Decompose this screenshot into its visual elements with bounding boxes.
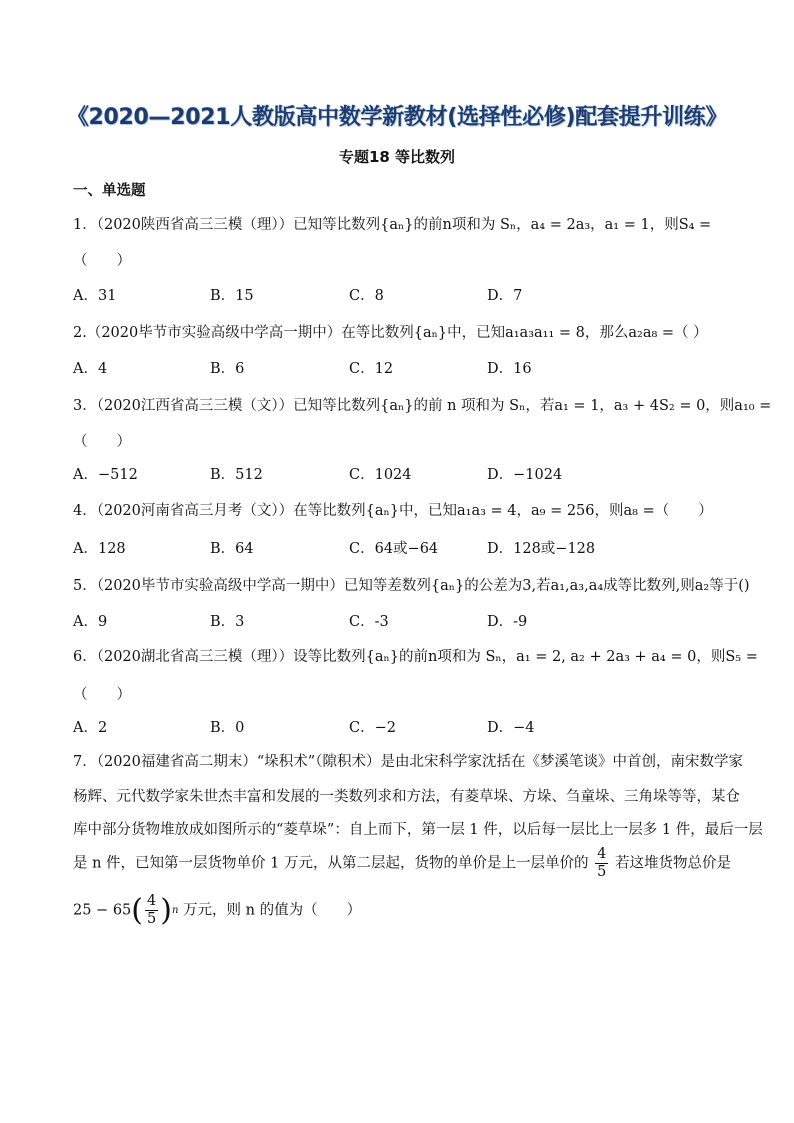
formula-denominator: 5 <box>147 911 157 927</box>
option-d[interactable]: D．16 <box>487 361 532 377</box>
question-7-line-4-text: 是 n 件，已知第一层货物单价 1 万元，从第二层起，货物的单价是上一层单价的 <box>73 855 589 872</box>
option-a[interactable]: A．9 <box>73 614 108 630</box>
right-paren: ) <box>160 892 172 928</box>
question-6-text: 6．（2020湖北省高三三模（理））设等比数列{aₙ}的前n项和为 Sₙ，a₁ = 2, a₂ + 2a₃ + a₄ = 0，则S₅ = <box>73 649 758 665</box>
question-7-line-1: 7．（2020福建省高二期末）“垛积术”（隙积术）是由北宋科学家沈括在《梦溪笔谈》中首创，南宋数学家 <box>73 754 743 770</box>
question-7-line-5-text: 万元，则 n 的值为（ ） <box>183 902 362 919</box>
question-6-options <box>73 716 733 736</box>
option-b[interactable]: B．512 <box>210 467 263 483</box>
question-6-blank: （ ） <box>73 687 131 703</box>
option-a[interactable]: A．31 <box>73 288 117 304</box>
document-subtitle: 专题18 等比数列 <box>338 148 456 166</box>
question-7-line-4 <box>73 846 731 881</box>
formula-prefix: 25 − 65 <box>73 902 132 919</box>
option-b[interactable]: B．15 <box>210 288 254 304</box>
question-1-options <box>73 284 733 304</box>
option-b[interactable]: B．0 <box>210 720 245 736</box>
question-7-line-5 <box>73 893 361 928</box>
question-7-line-4-tail: 若这堆货物总价是 <box>614 855 731 872</box>
question-2-options <box>73 357 733 377</box>
option-c[interactable]: C．-3 <box>349 614 389 630</box>
formula-fraction <box>145 893 158 928</box>
left-paren: ( <box>131 892 143 928</box>
option-b[interactable]: B．3 <box>210 614 245 630</box>
question-5-options <box>73 610 733 630</box>
option-c[interactable]: C．1024 <box>349 467 412 483</box>
option-c[interactable]: C．64或−64 <box>349 541 439 557</box>
option-c[interactable]: C．12 <box>349 361 394 377</box>
question-4-options <box>73 537 733 557</box>
question-3-text: 3．（2020江西省高三三模（文））已知等比数列{aₙ}的前 n 项和为 Sₙ，若a₁ = 1，a₃ + 4S₂ = 0，则a₁₀ = <box>73 398 772 414</box>
option-d[interactable]: D．−4 <box>487 720 535 736</box>
option-a[interactable]: A．2 <box>73 720 108 736</box>
question-1-text: 1．（2020陕西省高三三模（理））已知等比数列{aₙ}的前n项和为 Sₙ，a₄ = 2a₃，a₁ = 1，则S₄ = <box>73 217 712 233</box>
fraction-denominator: 5 <box>597 864 607 880</box>
fraction-four-fifths <box>595 846 608 881</box>
option-b[interactable]: B．64 <box>210 541 254 557</box>
option-b[interactable]: B．6 <box>210 361 245 377</box>
question-3-options <box>73 463 733 483</box>
option-a[interactable]: A．−512 <box>73 467 138 483</box>
option-d[interactable]: D．−1024 <box>487 467 563 483</box>
formula-power <box>131 893 178 928</box>
question-7-line-3: 库中部分货物堆放成如图所示的“菱草垛”：自上而下，第一层 1 件，以后每一层比上一层多 1 件，最后一层 <box>73 822 763 838</box>
question-1-blank: （ ） <box>73 253 131 269</box>
question-2-text: 2.（2020毕节市实验高级中学高一期中）在等比数列{aₙ}中，已知a₁a₃a₁₁ = 8，那么a₂a₈ =（ ） <box>73 325 708 341</box>
question-5-text: 5．（2020毕节市实验高级中学高一期中）已知等差数列{aₙ}的公差为3,若a₁,a₃,a₄成等比数列,则a₂等于() <box>73 578 750 594</box>
formula-exponent: n <box>171 904 179 916</box>
option-c[interactable]: C．−2 <box>349 720 396 736</box>
section-heading: 一、单选题 <box>73 183 146 199</box>
option-d[interactable]: D．7 <box>487 288 523 304</box>
document-title: 《2020—2021人教版高中数学新教材(选择性必修)配套提升训练》 <box>66 105 728 130</box>
question-7-line-2: 杨辉、元代数学家朱世杰丰富和发展的一类数列求和方法，有菱草垛、方垛、刍童垛、三角垛等等，某仓 <box>73 789 740 805</box>
fraction-numerator: 4 <box>597 846 607 862</box>
option-a[interactable]: A．128 <box>73 541 126 557</box>
option-a[interactable]: A．4 <box>73 361 108 377</box>
question-4-text: 4．（2020河南省高三月考（文））在等比数列{aₙ}中，已知a₁a₃ = 4，a₉ = 256，则a₈ =（ ） <box>73 503 713 519</box>
option-d[interactable]: D．-9 <box>487 614 528 630</box>
formula-numerator: 4 <box>147 893 157 909</box>
option-d[interactable]: D．128或−128 <box>487 541 596 557</box>
option-c[interactable]: C．8 <box>349 288 384 304</box>
question-3-blank: （ ） <box>73 434 131 450</box>
